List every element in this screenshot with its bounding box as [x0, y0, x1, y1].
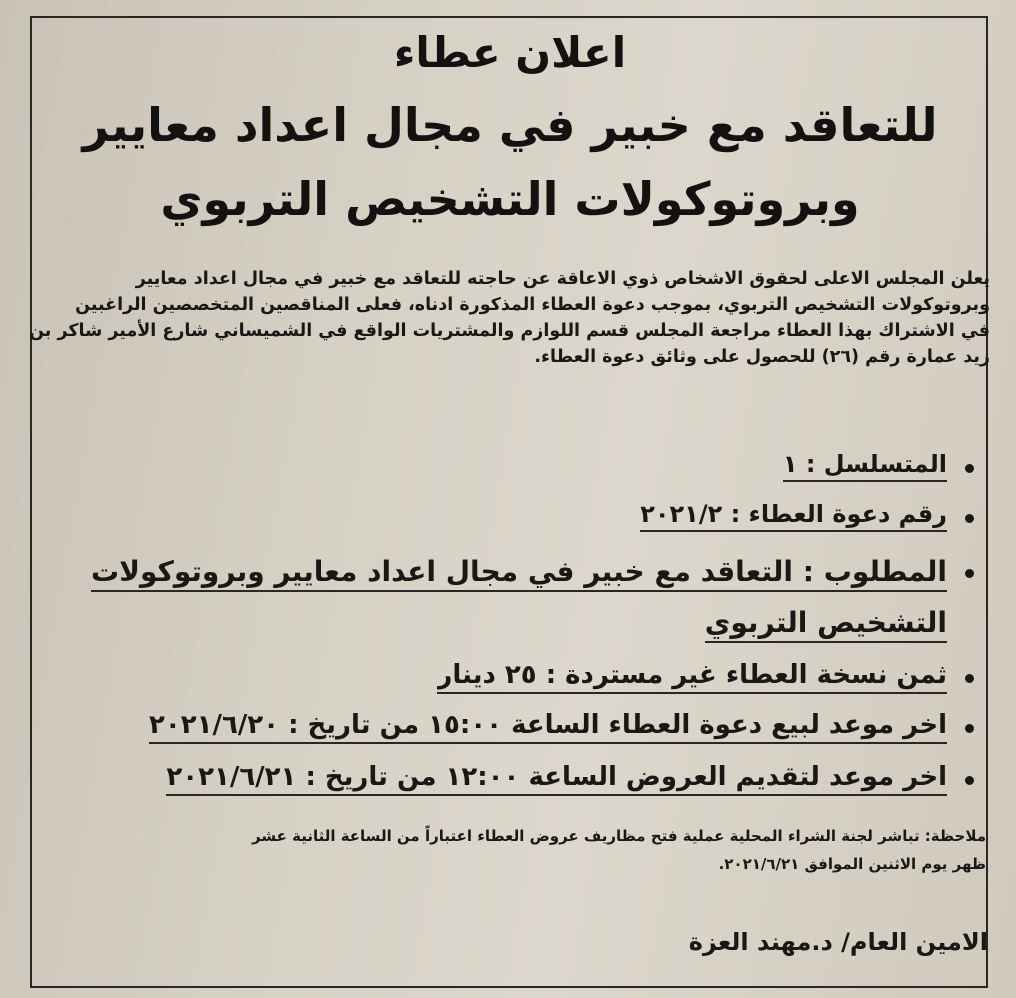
note-line: ملاحظة: تباشر لجنة الشراء المحلية عملية فتح مظاريف عروض العطاء اعتباراً من الساعة الثانية عشر [252, 827, 986, 845]
bullet-icon [965, 514, 974, 523]
bullet-icon [965, 569, 974, 578]
note-paragraph [40, 822, 986, 878]
submission-deadline-text: اخر موعد لتقديم العروض الساعة ١٢:٠٠ من تاريخ : ٢٠٢١/٦/٢١ [166, 762, 947, 796]
tender-number-text: رقم دعوة العطاء : ٢٠٢١/٢ [640, 500, 947, 532]
intro-line: في الاشتراك بهذا العطاء مراجعة المجلس قسم اللوازم والمشتريات الواقع في الشميساني شارع الأمير شاكر بن [29, 321, 990, 341]
announcement-title: اعلان عطاء [393, 28, 627, 77]
list-item-serial [34, 450, 974, 482]
bullet-icon [965, 674, 974, 683]
list-item-copy-price [34, 660, 974, 694]
list-item-required [34, 555, 974, 592]
bullet-icon [965, 464, 974, 473]
bullet-icon [965, 724, 974, 733]
announcement-subtitle-line2: وبروتوكولات التشخيص التربوي [160, 172, 860, 226]
required-text-line1: المطلوب : التعاقد مع خبير في مجال اعداد معايير وبروتوكولات [91, 555, 947, 592]
list-item-sale-deadline [34, 710, 974, 744]
intro-line: وبروتوكولات التشخيص التربوي، بموجب دعوة العطاء المذكورة ادناه، فعلى المناقصين المتخصصين الراغبين [75, 295, 990, 315]
announcement-subtitle-line1: للتعاقد مع خبير في مجال اعداد معايير [82, 98, 938, 152]
serial-text: المتسلسل : ١ [783, 450, 947, 482]
signature-line [0, 928, 988, 956]
intro-paragraph [20, 266, 990, 370]
required-text-line2: التشخيص التربوي [705, 606, 947, 643]
signature-text: الامين العام/ د.مهند العزة [688, 928, 988, 956]
bullet-icon [965, 776, 974, 785]
note-line: ظهر يوم الاثنين الموافق ٢٠٢١/٦/٢١. [718, 855, 986, 873]
sale-deadline-text: اخر موعد لبيع دعوة العطاء الساعة ١٥:٠٠ من تاريخ : ٢٠٢١/٦/٢٠ [149, 710, 947, 744]
list-item-required-continued [34, 606, 974, 643]
list-item-tender-number [34, 500, 974, 532]
list-item-submission-deadline [34, 762, 974, 796]
intro-line: يعلن المجلس الاعلى لحقوق الاشخاص ذوي الاعاقة عن حاجته للتعاقد مع خبير في مجال اعداد معايير [135, 269, 990, 289]
copy-price-text: ثمن نسخة العطاء غير مستردة : ٢٥ دينار [437, 660, 947, 694]
intro-line: زيد عمارة رقم (٢٦) للحصول على وثائق دعوة العطاء. [534, 347, 990, 367]
